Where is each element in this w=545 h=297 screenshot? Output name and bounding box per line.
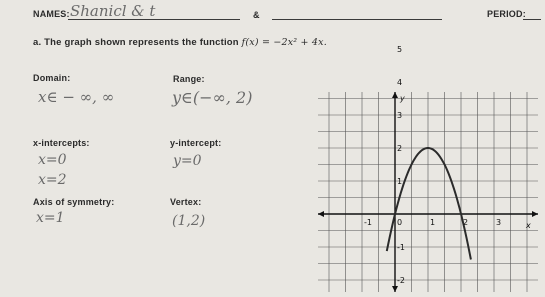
names-line-2[interactable]: [272, 19, 442, 20]
question-prefix: a. The graph shown represents the function: [33, 37, 242, 48]
graph-svg: [318, 45, 538, 292]
domain-answer: x∈ − ∞, ∞: [38, 88, 115, 106]
tick-label: 1: [397, 177, 403, 186]
tick-labels: [364, 45, 501, 297]
question-text: [33, 37, 327, 48]
tick-label: 5: [397, 45, 403, 54]
y-axis-label: y: [400, 94, 405, 103]
range-label: Range:: [173, 74, 205, 84]
tick-label: 2: [397, 144, 403, 153]
tick-label: -2: [397, 276, 405, 285]
tick-label: 3: [397, 111, 403, 120]
ampersand: &: [253, 10, 260, 20]
axis-of-symmetry-answer: x=1: [36, 210, 65, 226]
x-intercepts-answer-1: x=0: [38, 152, 67, 168]
names-label: NAMES:: [33, 9, 70, 19]
domain-label: Domain:: [33, 73, 71, 83]
vertex-label: Vertex:: [170, 197, 202, 207]
period-line[interactable]: [523, 19, 541, 20]
x-axis-label: x: [526, 221, 531, 230]
tick-label: 4: [397, 78, 403, 87]
tick-label: 0: [397, 218, 403, 227]
y-axis-arrow-bottom: [392, 286, 398, 292]
y-axis-arrow-top: [392, 92, 398, 98]
tick-label: -1: [364, 218, 372, 227]
y-intercept-answer: y=0: [173, 153, 202, 169]
x-axis-arrow-left: [318, 211, 324, 217]
grid: [318, 92, 538, 292]
tick-label: -1: [397, 243, 405, 252]
vertex-answer: (1,2): [172, 213, 206, 229]
x-intercepts-label: x-intercepts:: [33, 138, 90, 148]
x-axis-arrow-right: [532, 211, 538, 217]
tick-label: 1: [430, 218, 436, 227]
names-handwriting: Shanicl & t: [70, 2, 156, 20]
range-answer: y∈(−∞, 2): [172, 88, 253, 107]
tick-label: 2: [463, 218, 469, 227]
function-expression: f(x) = −2x² + 4x.: [241, 37, 327, 48]
tick-label: 3: [496, 218, 502, 227]
period-label: PERIOD:: [487, 9, 526, 19]
x-intercepts-answer-2: x=2: [38, 172, 67, 188]
coordinate-graph: [318, 45, 538, 292]
axis-of-symmetry-label: Axis of symmetry:: [33, 197, 115, 207]
y-intercept-label: y-intercept:: [170, 138, 222, 148]
